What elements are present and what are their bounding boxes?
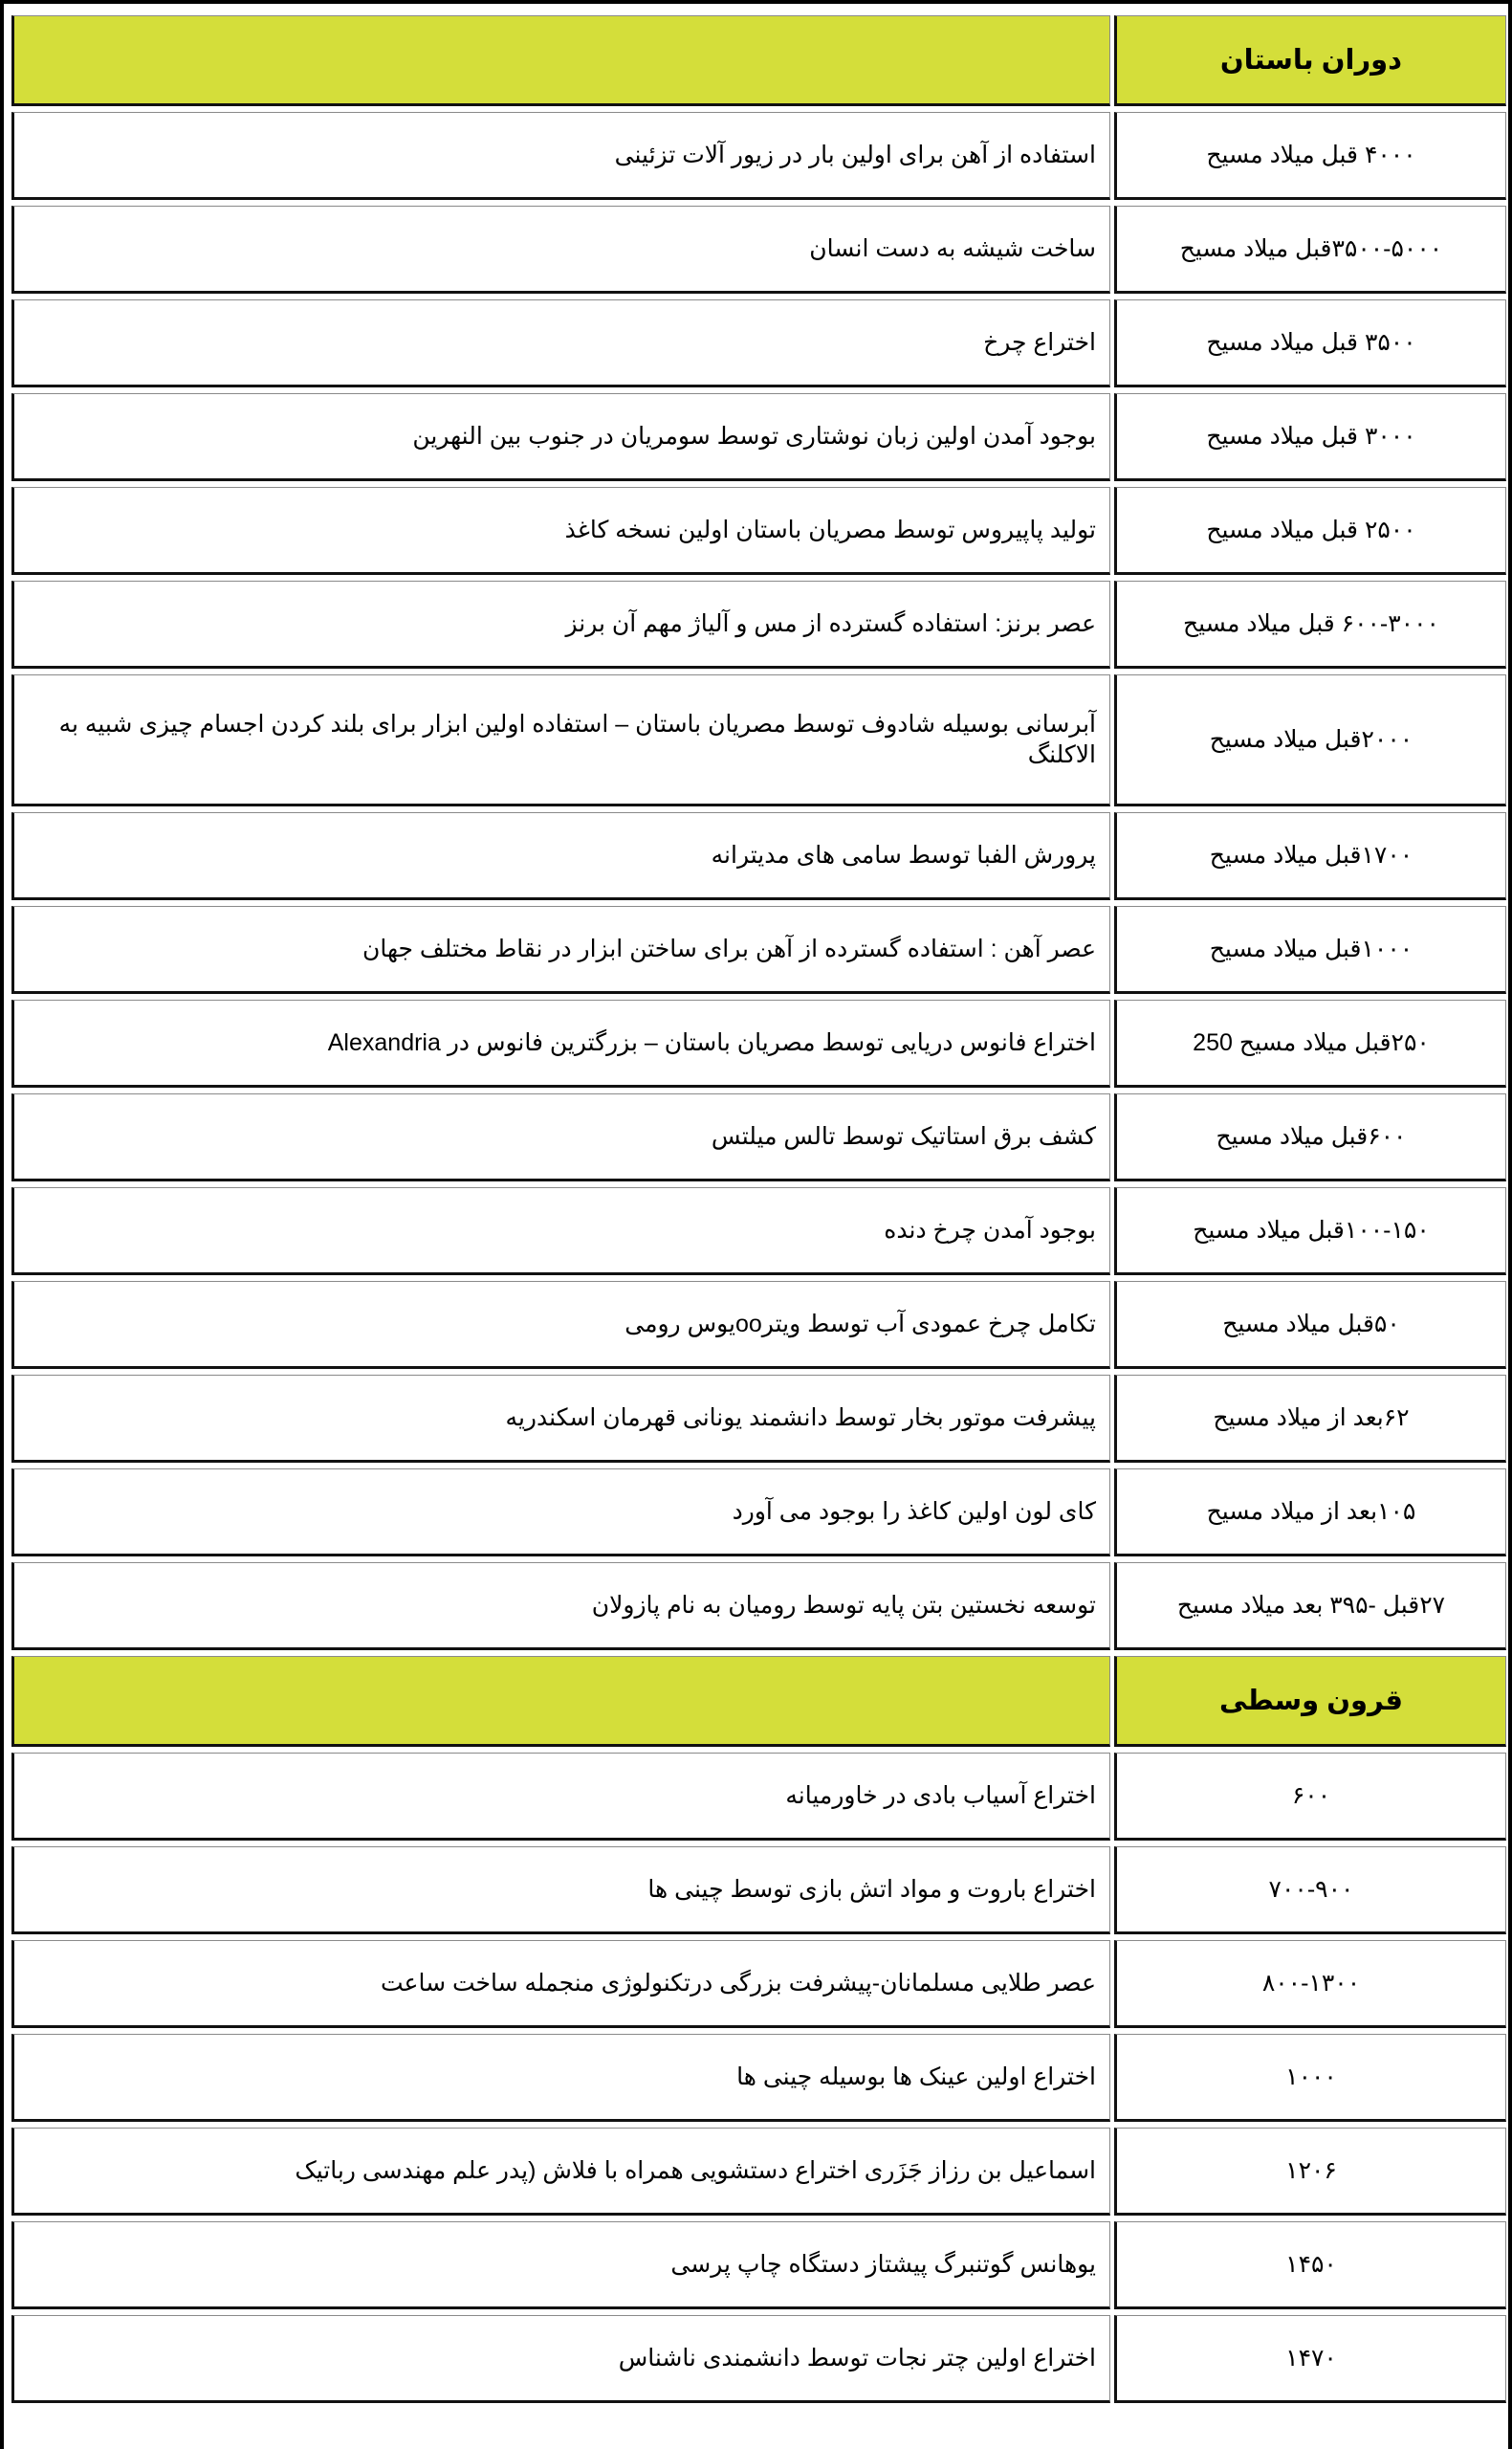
event-cell [11, 487, 1110, 575]
section-header-empty-cell [11, 1656, 1110, 1747]
date-text: ۲۰۰۰قبل میلاد مسیح [1209, 726, 1413, 753]
table-row [11, 2128, 1506, 2216]
date-cell [1114, 2315, 1506, 2403]
event-cell [11, 1562, 1110, 1650]
event-text: یوهانس گوتنبرگ پیشتاز دستگاه چاپ پرسی [670, 2250, 1096, 2278]
date-text: ۱۰۵بعد از میلاد مسیح [1206, 1498, 1416, 1525]
event-cell [11, 2315, 1110, 2403]
event-text: عصر برنز: استفاده گسترده از مس و آلیاژ مهم آن برنز [565, 609, 1096, 637]
table-row [11, 1187, 1506, 1275]
date-text: ۳۵۰۰-۵۰۰۰قبل میلاد مسیح [1179, 235, 1443, 262]
table-row [11, 1562, 1506, 1650]
date-cell [1114, 1375, 1506, 1463]
event-text: عصر طلایی مسلمانان-پیشرفت بزرگی درتکنولوژی منجمله ساخت ساعت [381, 1969, 1096, 1997]
table-row [11, 487, 1506, 575]
event-text: عصر آهن : استفاده گسترده از آهن برای ساختن ابزار در نقاط مختلف جهان [362, 935, 1096, 962]
event-text: کشف برق استاتیک توسط تالس میلتس [711, 1122, 1096, 1150]
event-text: اختراع اولین عینک ها بوسیله چینی ها [736, 2063, 1096, 2090]
section-title: دوران باستان [1114, 15, 1506, 106]
date-text: ۶۰۰ [1291, 1782, 1331, 1809]
date-text: ۵۰قبل میلاد مسیح [1222, 1311, 1400, 1337]
date-text: ۱۷۰۰قبل میلاد مسیح [1209, 842, 1413, 869]
event-cell [11, 299, 1110, 387]
date-text: ۱۰۰۰قبل میلاد مسیح [1209, 936, 1413, 962]
date-text: ۱۴۷۰ [1285, 2345, 1337, 2372]
table-row [11, 674, 1506, 806]
date-cell [1114, 1562, 1506, 1650]
section-title: قرون وسطی [1114, 1656, 1506, 1747]
event-cell [11, 206, 1110, 294]
table-row [11, 812, 1506, 900]
event-cell [11, 2128, 1110, 2216]
table-row [11, 1468, 1506, 1556]
event-text: اختراع آسیاب بادی در خاورمیانه [785, 1781, 1096, 1809]
table-row [11, 206, 1506, 294]
date-cell [1114, 2034, 1506, 2122]
date-text: ۷۰۰-۹۰۰ [1268, 1876, 1354, 1903]
date-text: ۶۲بعد از میلاد مسیح [1213, 1404, 1410, 1431]
event-cell [11, 1940, 1110, 2028]
date-cell [1114, 393, 1506, 481]
event-cell [11, 1468, 1110, 1556]
event-cell [11, 1000, 1110, 1088]
date-text: ۳۰۰۰ قبل میلاد مسیح [1206, 423, 1416, 450]
event-cell [11, 1187, 1110, 1275]
event-text: بوجود آمدن چرخ دنده [884, 1216, 1096, 1244]
event-text: پرورش الفبا توسط سامی های مدیترانه [711, 841, 1096, 869]
technology-timeline-table [8, 10, 1510, 2409]
date-cell [1114, 112, 1506, 200]
date-cell [1114, 674, 1506, 806]
date-text: ۳۵۰۰ قبل میلاد مسیح [1206, 329, 1416, 356]
table-row [11, 906, 1506, 994]
date-cell [1114, 581, 1506, 669]
date-text: ۱۲۰۶ [1285, 2157, 1337, 2184]
section-header-empty-cell [11, 15, 1110, 106]
event-text: تولید پاپیروس توسط مصریان باستان اولین نسخه کاغذ [564, 516, 1096, 543]
event-text: آبرسانی بوسیله شادوف توسط مصریان باستان – استفاده اولین ابزار برای بلند کردن اجسام چیزی شبیه به الاکلنگ [58, 710, 1096, 768]
table-row [11, 112, 1506, 200]
table-row [11, 1846, 1506, 1934]
event-text: اختراع اولین چتر نجات توسط دانشمندی ناشناس [618, 2344, 1096, 2372]
date-cell [1114, 206, 1506, 294]
table-row [11, 1753, 1506, 1841]
table-row [11, 2221, 1506, 2309]
event-cell [11, 674, 1110, 806]
date-cell [1114, 299, 1506, 387]
event-cell [11, 1093, 1110, 1181]
date-cell [1114, 1093, 1506, 1181]
event-cell [11, 812, 1110, 900]
event-cell [11, 581, 1110, 669]
event-text: توسعه نخستین بتن پایه توسط رومیان به نام پازولان [591, 1591, 1096, 1619]
date-cell [1114, 1753, 1506, 1841]
event-text: بوجود آمدن اولین زبان نوشتاری توسط سومریان در جنوب بین النهرین [412, 422, 1096, 450]
table-row [11, 2034, 1506, 2122]
table-row [11, 2315, 1506, 2403]
date-cell [1114, 487, 1506, 575]
event-cell [11, 2034, 1110, 2122]
date-cell [1114, 812, 1506, 900]
table-row [11, 393, 1506, 481]
event-text: تکامل چرخ عمودی آب توسط ویترooیوس رومی [625, 1310, 1096, 1337]
date-cell [1114, 1468, 1506, 1556]
date-text: ۱۰۰۰ [1285, 2063, 1337, 2090]
date-cell [1114, 1846, 1506, 1934]
date-text: ۸۰۰-۱۳۰۰ [1261, 1970, 1361, 1997]
table-row [11, 1093, 1506, 1181]
date-text: ۲۷قبل -۳۹۵ بعد میلاد مسیح [1176, 1592, 1446, 1619]
event-cell [11, 1375, 1110, 1463]
date-text: ۱۴۵۰ [1285, 2251, 1337, 2278]
event-text: استفاده از آهن برای اولین بار در زیور آلات تزئینی [614, 141, 1096, 168]
event-text: اختراع چرخ [983, 328, 1096, 356]
date-text: ۱۰۰-۱۵۰قبل میلاد مسیح [1193, 1217, 1430, 1244]
table-row [11, 1940, 1506, 2028]
event-text: پیشرفت موتور بخار توسط دانشمند یونانی قهرمان اسکندریه [505, 1403, 1096, 1431]
event-cell [11, 393, 1110, 481]
date-cell [1114, 1281, 1506, 1369]
event-cell [11, 1846, 1110, 1934]
table-row [11, 581, 1506, 669]
event-text: ساخت شیشه به دست انسان [809, 234, 1096, 262]
section-header-row [11, 15, 1506, 106]
event-cell [11, 112, 1110, 200]
section-header-row [11, 1656, 1506, 1747]
event-text: اسماعیل بن رزاز جَزَری اختراع دستشویی همراه با فلاش (پدر علم مهندسی رباتیک [295, 2156, 1096, 2184]
date-text: ۶۰۰-۳۰۰۰ قبل میلاد مسیح [1183, 610, 1439, 637]
date-cell [1114, 906, 1506, 994]
date-cell [1114, 1940, 1506, 2028]
date-cell [1114, 2221, 1506, 2309]
date-text: ۶۰۰قبل میلاد مسیح [1216, 1123, 1407, 1150]
date-cell [1114, 1187, 1506, 1275]
table-row [11, 299, 1506, 387]
event-cell [11, 1753, 1110, 1841]
date-text: ۲۵۰قبل میلاد مسیح 250 [1193, 1029, 1430, 1056]
event-text: Alexandria اختراع فانوس دریایی توسط مصریان باستان – بزرگترین فانوس در [327, 1028, 1096, 1056]
table-row [11, 1000, 1506, 1088]
date-cell [1114, 2128, 1506, 2216]
date-text: ۲۵۰۰ قبل میلاد مسیح [1206, 517, 1416, 543]
event-text: اختراع باروت و مواد اتش بازی توسط چینی ها [647, 1875, 1096, 1903]
date-cell [1114, 1000, 1506, 1088]
event-cell [11, 906, 1110, 994]
table-row [11, 1281, 1506, 1369]
event-text: کای لون اولین کاغذ را بوجود می آورد [732, 1497, 1096, 1525]
date-text: ۴۰۰۰ قبل میلاد مسیح [1206, 142, 1416, 168]
event-cell [11, 1281, 1110, 1369]
table-row [11, 1375, 1506, 1463]
event-cell [11, 2221, 1110, 2309]
